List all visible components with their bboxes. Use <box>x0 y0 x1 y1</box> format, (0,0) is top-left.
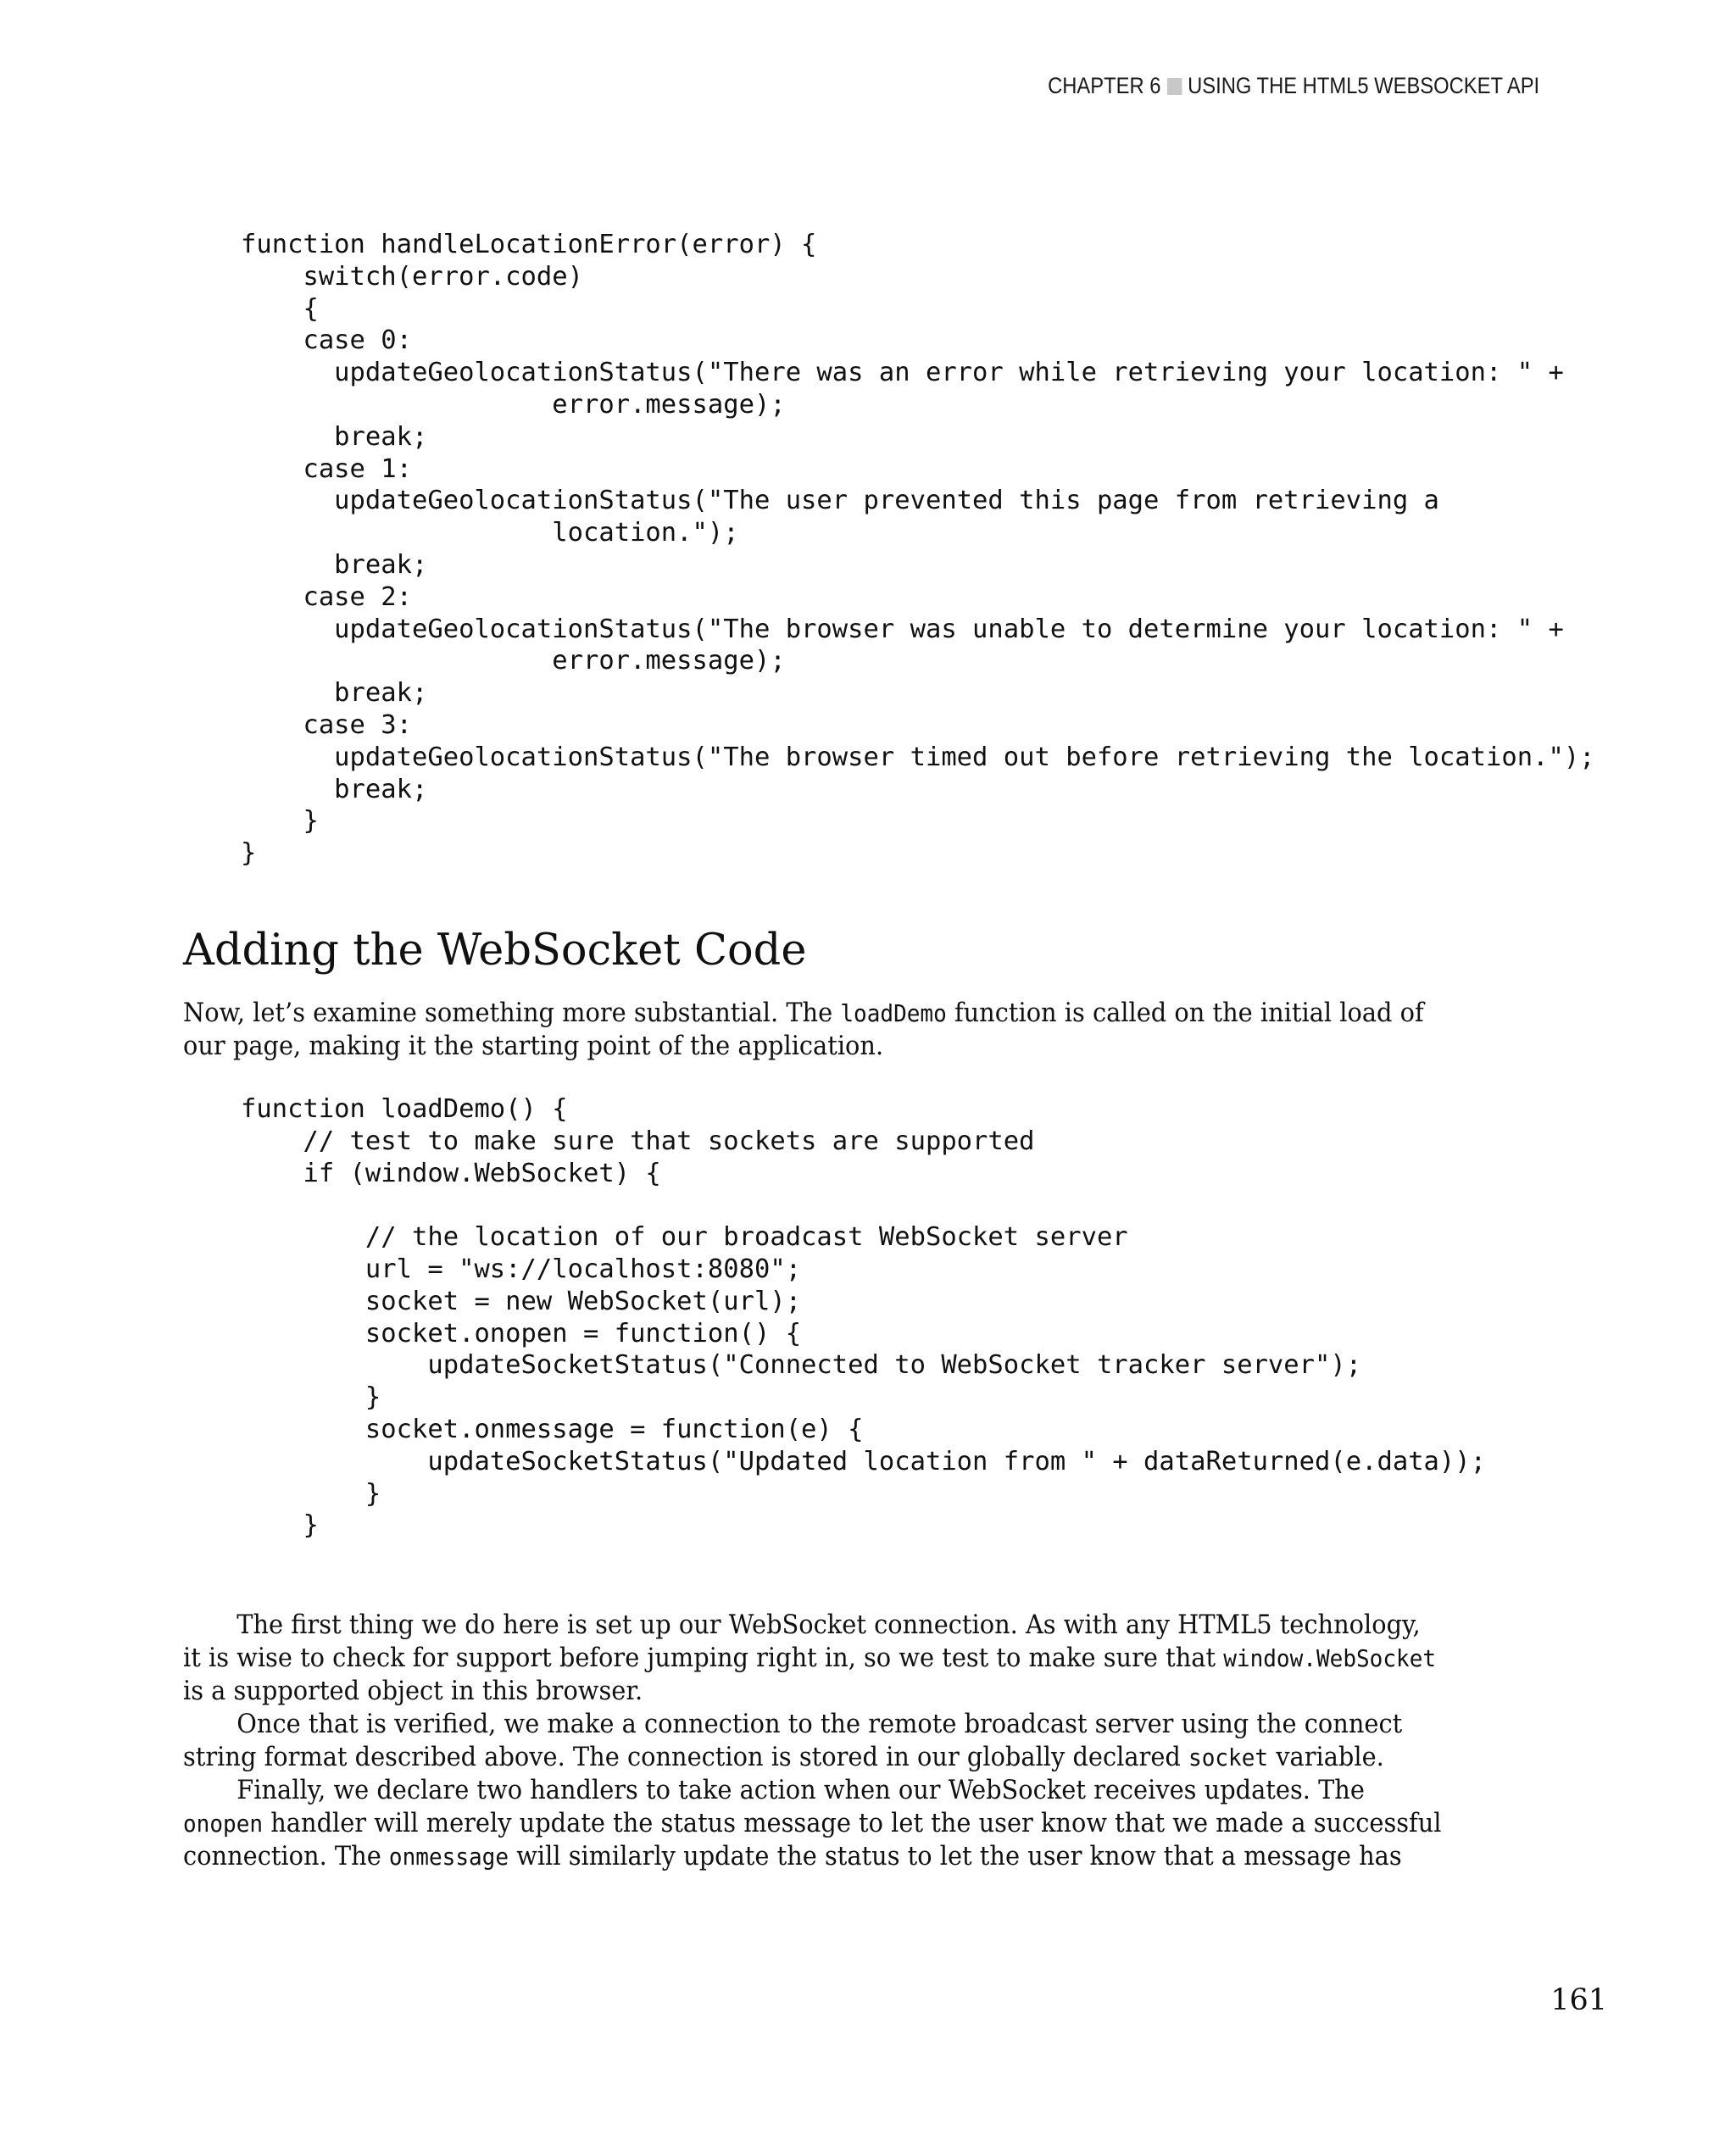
intro-text-after: function is called on the initial load of our page, making it the starting point of the application. <box>183 998 1424 1061</box>
code-block-handle-location-error: function handleLocationError(error) { switch(error.code) { case 0: updateGeolocationStatus("There was an error while retrieving your location: " + error.message); break; case 1: updateGeolocationStatus("The user prevented this page from retrieving a location."); break; case 2: updateGeolocationStatus("The browser was unable to determine your location: " + error.message); break; case 3: updateGeolocationStatus("The browser timed out before retrieving the location."); break; } } <box>241 230 1595 869</box>
paragraph-1-text-before: The first thing we do here is set up our WebSocket connection. As with any HTML5 technology, it is wise to check for support before jumping right in, so we test to make sure that <box>183 1610 1421 1673</box>
paragraph-1-text-after: is a supported object in this browser. <box>183 1676 643 1706</box>
inline-code-onmessage: onmessage <box>388 1843 509 1871</box>
body-paragraph-3 <box>183 1774 1444 1873</box>
chapter-title: USING THE HTML5 WEBSOCKET API <box>1187 73 1539 98</box>
page-number: 161 <box>1550 1983 1607 2017</box>
running-header <box>1048 73 1539 99</box>
paragraph-2-text-after: variable. <box>1268 1742 1384 1772</box>
header-separator-square <box>1166 78 1182 95</box>
body-paragraph-2 <box>183 1708 1444 1774</box>
inline-code-onopen: onopen <box>183 1810 264 1838</box>
inline-code-socket: socket <box>1188 1743 1269 1771</box>
paragraph-3-text-before: Finally, we declare two handlers to take action when our WebSocket receives updates. The <box>236 1775 1365 1805</box>
intro-paragraph <box>183 997 1444 1063</box>
paragraph-3-text-middle: handler will merely update the status message to let the user know that we made a successful connection. The <box>183 1808 1442 1871</box>
paragraph-2-text-before: Once that is verified, we make a connection to the remote broadcast server using the connect string format described above. The connection is stored in our globally declared <box>183 1709 1403 1772</box>
inline-code-window-websocket: window.WebSocket <box>1223 1644 1437 1672</box>
chapter-label: CHAPTER 6 <box>1047 73 1161 98</box>
code-block-load-demo: function loadDemo() { // test to make sure that sockets are supported if (window.WebSocket) { // the location of our broadcast WebSocket server url = "ws://localhost:8080"; socket = new WebSocket(url); socket.onopen = function() { updateSocketStatus("Connected to WebSocket tracker server"); } socket.onmessage = function(e) { updateSocketStatus("Updated location from " + dataReturned(e.data)); } } <box>241 1094 1487 1541</box>
intro-text-before: Now, let’s examine something more substantial. The <box>183 998 841 1028</box>
section-heading: Adding the WebSocket Code <box>183 926 807 976</box>
inline-code-loaddemo: loadDemo <box>840 999 947 1027</box>
body-paragraph-1 <box>183 1609 1444 1708</box>
paragraph-3-text-after: will similarly update the status to let the user know that a message has <box>509 1841 1402 1871</box>
